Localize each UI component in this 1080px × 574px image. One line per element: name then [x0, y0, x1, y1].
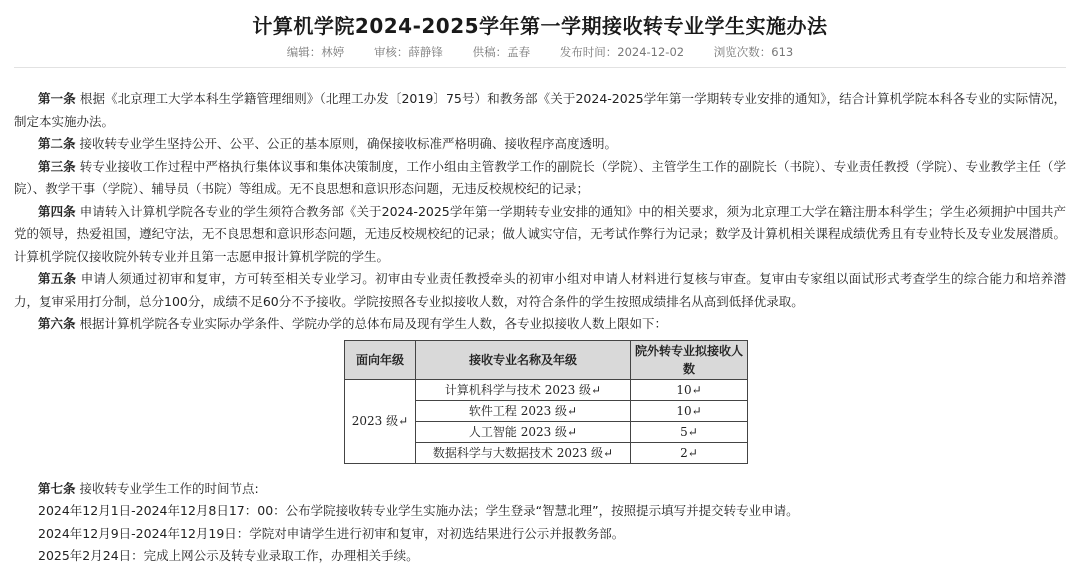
quota-table — [344, 340, 748, 464]
article-text: 根据计算机学院各专业实际办学条件、学院办学的总体布局及现有学生人数，各专业拟接收人数上限如下： — [79, 316, 668, 331]
timeline-item-3: 2025年2月24日：完成上网公示及转专业录取工作，办理相关手续。 — [38, 548, 419, 563]
article-5 — [14, 268, 1066, 313]
article-4 — [14, 201, 1066, 269]
article-label: 第一条 — [38, 91, 76, 106]
article-label: 第四条 — [38, 203, 76, 219]
meta-views: 浏览次数：613 — [713, 45, 794, 59]
page-title: 计算机学院2024-2025学年第一学期接收转专业学生实施办法 — [252, 14, 828, 38]
article-text: 根据《北京理工大学本科生学籍管理细则》（北理工办发〔2019〕75号）和教务部《关于2024-2025学年第一学期转专业安排的通知》，结合计算机学院本科各专业的实际情况，制定本实施办法。 — [14, 91, 1066, 129]
article-text: 转专业接收工作过程中严格执行集体议事和集体决策制度，工作小组由主管教学工作的副院长（学院）、主管学生工作的副院长（书院）、专业责任教授（学院）、专业教学主任（学院）、教学干事（学院）、辅导员（书院）等组成。无不良思想和意识形态问题，无违反校规校纪的记录； — [14, 158, 1066, 196]
quota-cell: 2↵ — [631, 442, 748, 463]
major-cell: 计算机科学与技术 2023 级↵ — [416, 379, 631, 400]
article-text: 申请人须通过初审和复审，方可转至相关专业学习。初审由专业责任教授牵头的初审小组对申请人材料进行复核与审查。复审由专家组以面试形式考查学生的综合能力和培养潜力，复审采用打分制，总分100分，成绩不足60分不予接收。学院按照各专业拟接收人数，对符合条件的学生按照成绩排名从高到低择优录取。 — [14, 271, 1066, 309]
table-header-row — [345, 340, 748, 379]
article-1 — [14, 88, 1066, 133]
article-meta — [0, 44, 1080, 60]
timeline-item-1: 2024年12月1日-2024年12月8日17：00：公布学院接收转专业学生实施办法；学生登录“智慧北理”，按照提示填写并提交转专业申请。 — [38, 503, 799, 518]
article-text: 接收转专业学生工作的时间节点: — [79, 480, 259, 496]
quota-cell: 5↵ — [631, 421, 748, 442]
article-6 — [14, 313, 1066, 336]
header-grade: 面向年级 — [345, 340, 416, 379]
article-text: 接收转专业学生坚持公开、公平、公正的基本原则，确保接收标准严格明确、接收程序高度透明。 — [79, 136, 618, 151]
grade-cell: 2023 级↵ — [345, 379, 416, 463]
meta-publish-time: 发布时间：2024-12-02 — [559, 45, 685, 59]
meta-editor: 编辑：林婷 — [286, 45, 345, 59]
article-3 — [14, 156, 1066, 201]
meta-reviewer: 审核：薛静锋 — [373, 45, 443, 59]
header-major: 接收专业名称及年级 — [416, 340, 631, 379]
article-7 — [14, 478, 1066, 501]
meta-source: 供稿：孟春 — [472, 45, 531, 59]
article-body — [14, 88, 1066, 568]
article-text: 申请转入计算机学院各专业的学生须符合教务部《关于2024-2025学年第一学期转专业安排的通知》中的相关要求，须为北京理工大学在籍注册本科学生；学生必须拥护中国共产党的领导，热爱祖国，遵纪守法，无不良思想和意识形态问题，无违反校规校纪的记录；做人诚实守信，无考试作弊行为记录；数学及计算机相关课程成绩优秀且有专业特长及专业发展潜质。计算机学院仅接收院外转专业并且第一志愿申报计算机学院的学生。 — [14, 203, 1066, 264]
article-2 — [14, 133, 1066, 156]
article-label: 第七条 — [38, 480, 76, 496]
table-row — [345, 379, 748, 400]
major-cell: 人工智能 2023 级↵ — [416, 421, 631, 442]
article-label: 第二条 — [38, 136, 76, 151]
timeline-item-2: 2024年12月9日-2024年12月19日：学院对申请学生进行初审和复审，对初选结果进行公示并报教务部。 — [38, 525, 625, 541]
article-label: 第六条 — [38, 316, 76, 331]
major-cell: 软件工程 2023 级↵ — [416, 400, 631, 421]
major-cell: 数据科学与大数据技术 2023 级↵ — [416, 442, 631, 463]
header-divider — [14, 67, 1066, 68]
header-quota: 院外转专业拟接收人数 — [631, 340, 748, 379]
article-label: 第三条 — [38, 158, 76, 174]
article-label: 第五条 — [38, 271, 77, 286]
quota-cell: 10↵ — [631, 379, 748, 400]
quota-cell: 10↵ — [631, 400, 748, 421]
